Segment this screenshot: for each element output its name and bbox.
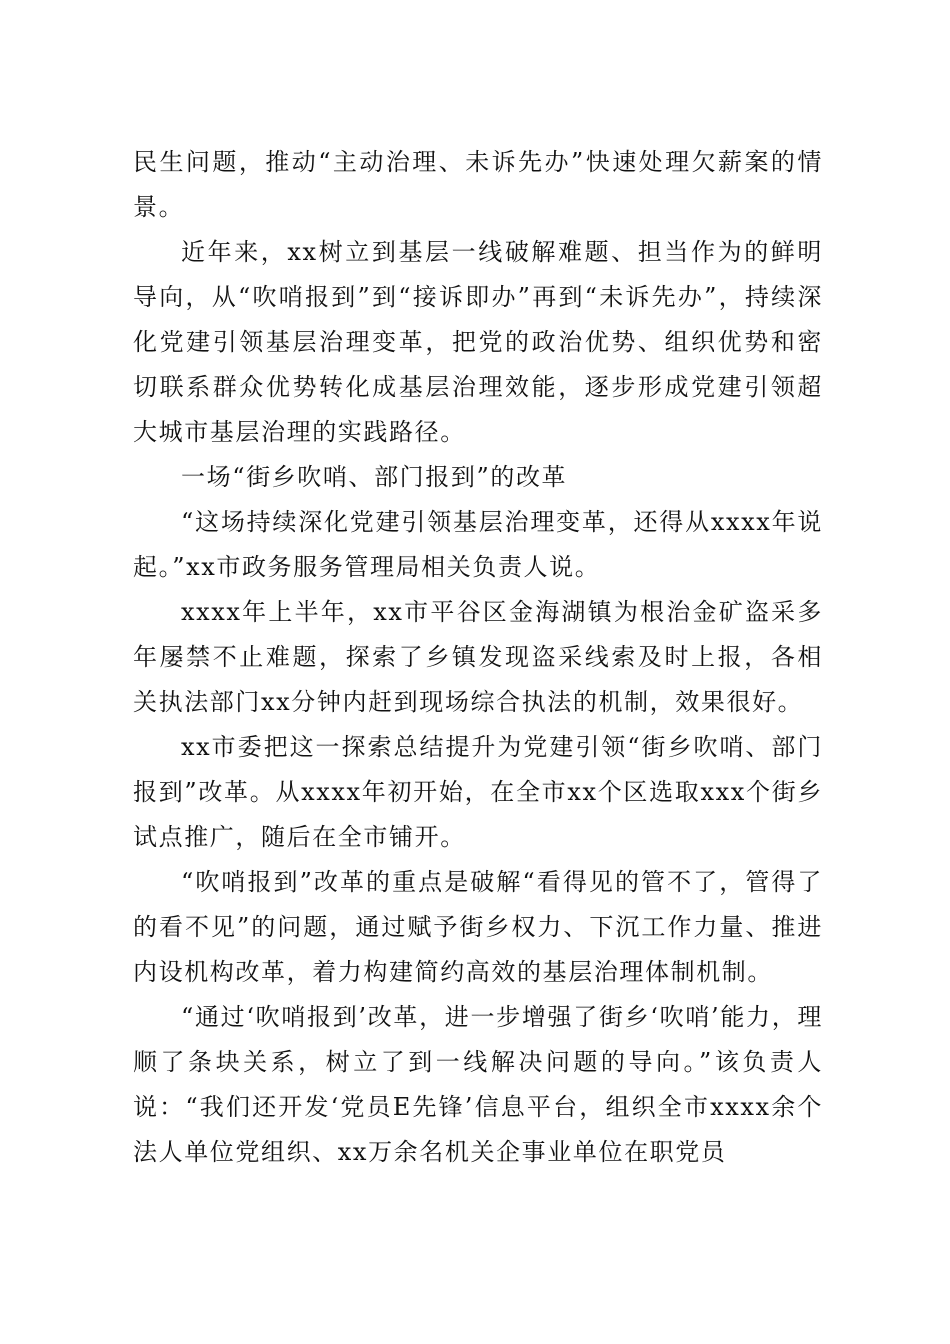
paragraph-continuation: 民生问题，推动“主动治理、未诉先办”快速处理欠薪案的情景。 <box>133 148 823 221</box>
paragraph-results: “通过‘吹哨报到’改革，进一步增强了街乡‘吹哨’能力，理顺了条块关系，树立了到一线解决问题的导向。”该负责人说：“我们还开发‘党员E先锋’信息平台，组织全市xxxx余个法人单位党组织、xx万余名机关企事业单位在职党员 <box>133 1003 823 1166</box>
paragraph-focus: “吹哨报到”改革的重点是破解“看得见的管不了，管得了的看不见”的问题，通过赋予街乡权力、下沉工作力量、推进内设机构改革，着力构建简约高效的基层治理体制机制。 <box>133 868 823 986</box>
paragraph-intro: 近年来，xx树立到基层一线破解难题、担当作为的鲜明导向，从“吹哨报到”到“接诉即办”再到“未诉先办”，持续深化党建引领基层治理变革，把党的政治优势、组织优势和密切联系群众优势转化成基层治理效能，逐步形成党建引领超大城市基层治理的实践路径。 <box>133 238 823 446</box>
paragraph-quote: “这场持续深化党建引领基层治理变革，还得从xxxx年说起。”xx市政务服务管理局相关负责人说。 <box>133 508 823 581</box>
section-heading: 一场“街乡吹哨、部门报到”的改革 <box>181 463 568 491</box>
paragraph-reform: xx市委把这一探索总结提升为党建引领“街乡吹哨、部门报到”改革。从xxxx年初开始，在全市xx个区选取xxx个街乡试点推广，随后在全市铺开。 <box>133 733 823 851</box>
paragraph-origin: xxxx年上半年，xx市平谷区金海湖镇为根治金矿盗采多年屡禁不止难题，探索了乡镇发现盗采线索及时上报，各相关执法部门xx分钟内赶到现场综合执法的机制，效果很好。 <box>133 598 823 716</box>
document-body <box>133 140 823 1175</box>
